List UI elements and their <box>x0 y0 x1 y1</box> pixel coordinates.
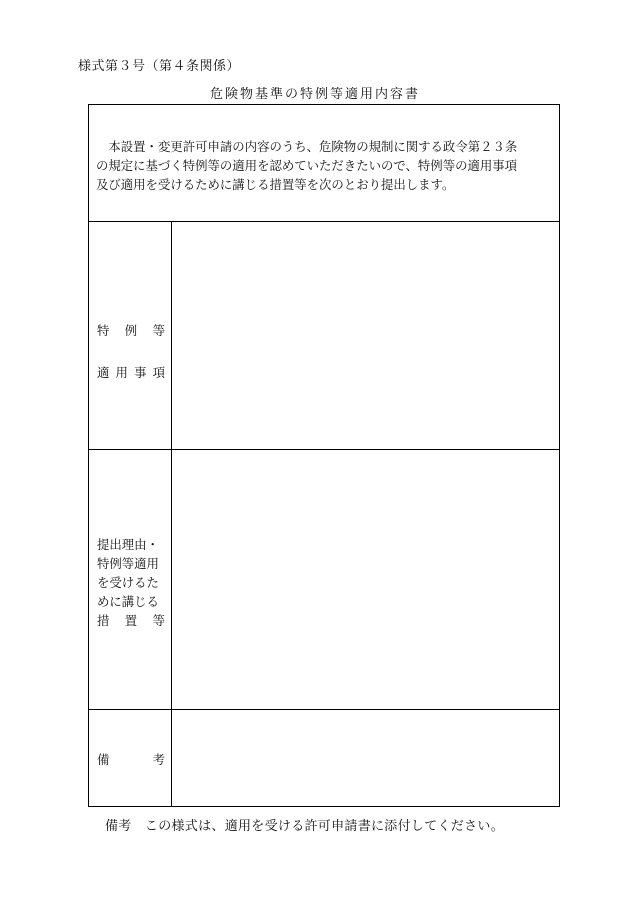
reasons-measures-label-line4: めに講じる <box>97 594 159 609</box>
document-title: 危険物基準の特例等適用内容書 <box>209 87 420 102</box>
reasons-measures-label-line3: を受けるた <box>97 575 159 590</box>
intro-statement <box>89 105 559 222</box>
remarks-label-cell <box>89 710 172 806</box>
special-items-field[interactable] <box>172 222 559 449</box>
intro-line: 本設置・変更許可申請の内容のうち、危険物の規制に関する政令第２３条 <box>96 139 518 154</box>
intro-line: 及び適用を受けるために講じる措置等を次のとおり提出します。 <box>96 177 455 192</box>
special-items-label-cell <box>89 222 172 449</box>
special-items-row <box>89 222 559 450</box>
reasons-measures-label-cell <box>89 450 172 709</box>
special-items-label-line2: 適用事項 <box>97 365 165 380</box>
form-number: 様式第３号（第４条関係） <box>78 59 241 74</box>
footer-note: 備考 この様式は、適用を受ける許可申請書に添付してください。 <box>105 819 505 834</box>
remarks-label: 備考 <box>97 752 165 767</box>
intro-line: の規定に基づく特例等の適用を認めていただきたいので、特例等の適用事項 <box>96 158 518 173</box>
reasons-measures-field[interactable] <box>172 450 559 709</box>
remarks-field[interactable] <box>172 710 559 806</box>
reasons-measures-row <box>89 450 559 710</box>
reasons-measures-label-line2: 特例等適用 <box>97 556 159 571</box>
reasons-measures-label-line1: 提出理由・ <box>97 537 159 552</box>
special-items-label-line1: 特例等 <box>97 323 165 338</box>
form-frame <box>88 104 560 807</box>
remarks-row <box>89 710 559 806</box>
reasons-measures-label-line5: 措置等 <box>97 613 165 628</box>
